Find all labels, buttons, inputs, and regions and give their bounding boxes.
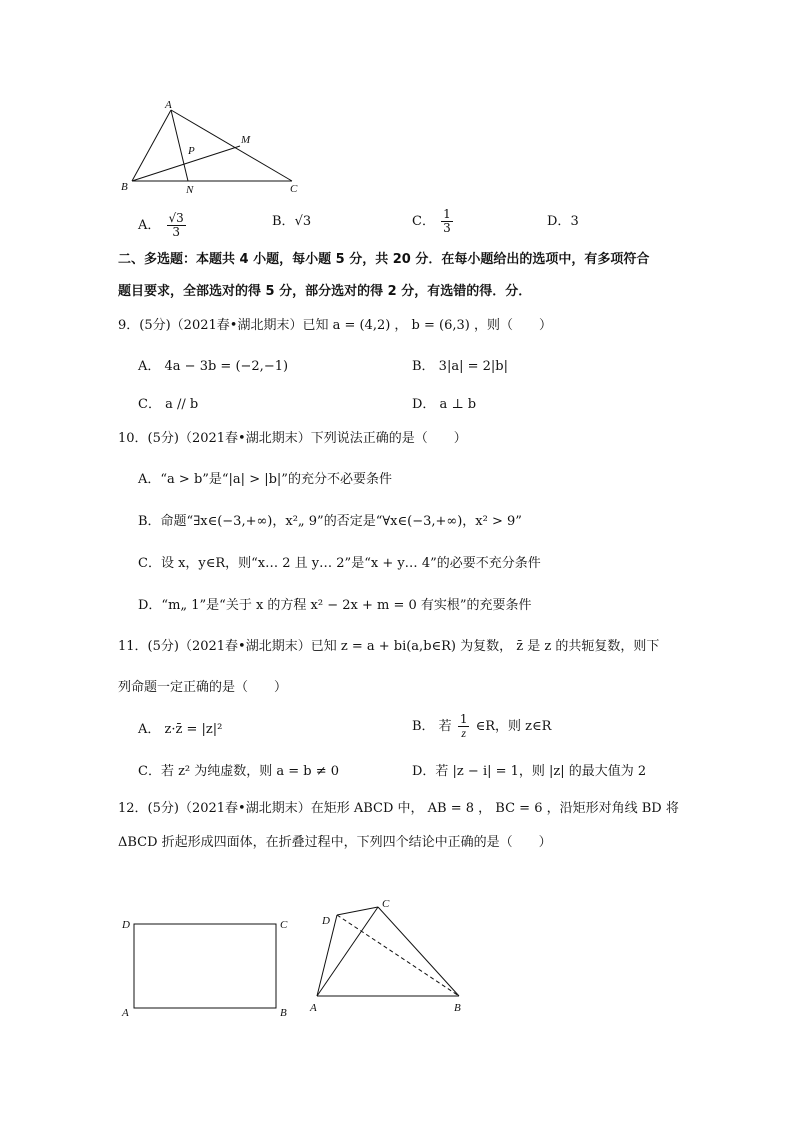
q11-option-d: D．若 |z − i| = 1，则 |z| 的最大值为 2: [412, 764, 647, 779]
tetra-label-c: C: [382, 898, 390, 910]
q8-option-a-denominator: 3: [172, 225, 180, 239]
q8-option-c-label: C．: [412, 214, 435, 229]
tetra-label-b: B: [454, 1002, 461, 1014]
q11-option-b-prefix: B． 若: [412, 719, 452, 734]
q8-option-a-label: A．: [138, 218, 161, 233]
q8-option-c-denominator: 3: [443, 221, 451, 235]
edge-dc: [337, 907, 378, 915]
rect-label-c: C: [280, 919, 288, 931]
q9-stem: 9．(5分)（2021春•湖北期末）已知 a = (4,2) ， b = (6,3) ，则（ ）: [118, 318, 552, 333]
q8-option-c-fraction: [441, 208, 453, 235]
rect-label-b: B: [280, 1007, 287, 1019]
rectangle-abcd: [134, 924, 276, 1008]
q11-stem-line1: 11．(5分)（2021春•湖北期末）已知 z = a + bi(a,b∈R) 为复数， z̄ 是 z 的共轭复数，则下: [118, 639, 660, 654]
q10-option-b: B．命题“∃x∈(−3,+∞)，x²„ 9”的否定是“∀x∈(−3,+∞)，x² > 9”: [138, 514, 522, 529]
q12-stem-line2: ΔBCD 折起形成四面体，在折叠过程中，下列四个结论中正确的是（ ）: [118, 835, 552, 850]
q8-option-a-fraction: [167, 212, 186, 239]
q10-option-d: D．“m„ 1”是“关于 x 的方程 x² − 2x + m = 0 有实根”的充要条件: [138, 598, 532, 613]
q9-option-d: D． a ⊥ b: [412, 397, 477, 412]
tetrahedron-figure: [300, 895, 480, 1020]
q9-option-a: A． 4a − 3b = (−2,−1): [138, 359, 289, 374]
q8-option-c-numerator: 1: [443, 207, 451, 221]
q12-stem-line1: 12．(5分)（2021春•湖北期末）在矩形 ABCD 中， AB = 8 ， BC = 6 ，沿矩形对角线 BD 将: [118, 801, 679, 816]
q11-stem-line2: 列命题一定正确的是（ ）: [118, 680, 288, 695]
triangle-figure: [112, 98, 312, 198]
q9-option-b: B． 3|a| = 2|b|: [412, 359, 508, 374]
edge-db-hidden: [337, 915, 459, 996]
q10-option-a: A．“a > b”是“|a| > |b|”的充分不必要条件: [138, 472, 392, 487]
rect-label-d: D: [122, 919, 130, 931]
edge-da: [317, 915, 337, 996]
label-p: P: [188, 145, 195, 157]
q8-option-a: [138, 212, 188, 239]
label-m: M: [241, 134, 251, 146]
q8-option-d-text: 3: [570, 214, 579, 229]
q11-option-c: C．若 z² 为纯虚数，则 a = b ≠ 0: [138, 764, 340, 779]
label-c: C: [290, 183, 298, 195]
q8-option-d-label: D．: [547, 214, 571, 229]
edge-cb: [378, 907, 459, 996]
section2-line1: 二、多选题：本题共 4 小题，每小题 5 分，共 20 分．在每小题给出的选项中，有多项符合: [118, 252, 650, 267]
q11-option-b-denominator: z: [461, 726, 466, 740]
q11-option-b-fraction: [458, 713, 470, 740]
q10-option-c: C．设 x，y∈R，则“x… 2 且 y… 2”是“x + y… 4”的必要不充分条件: [138, 556, 541, 571]
label-b: B: [121, 181, 128, 193]
q11-option-b-suffix: ∈R，则 z∈R: [475, 719, 552, 734]
q8-option-a-numerator: √3: [168, 211, 184, 225]
q8-option-b: [272, 213, 311, 231]
q11-option-b: [412, 713, 551, 740]
q9-option-c: C． a // b: [138, 397, 199, 412]
label-n: N: [186, 184, 194, 196]
rect-label-a: A: [122, 1007, 129, 1019]
q11-option-a: A． z·z̄ = |z|²: [138, 722, 223, 737]
q8-option-b-text: √3: [294, 214, 312, 229]
rectangle-figure: [116, 912, 296, 1020]
segment-an: [171, 110, 188, 181]
q8-option-c: [412, 208, 455, 235]
q11-option-b-numerator: 1: [459, 712, 468, 726]
label-a: A: [165, 99, 172, 111]
q10-stem: 10．(5分)（2021春•湖北期末）下列说法正确的是（ ）: [118, 431, 467, 446]
q8-option-d: [547, 213, 579, 231]
q8-option-b-label: B．: [272, 214, 295, 229]
tetra-label-d: D: [322, 915, 330, 927]
tetra-label-a: A: [310, 1002, 317, 1014]
section2-line2: 题目要求，全部选对的得 5 分，部分选对的得 2 分，有选错的得．分．: [118, 284, 532, 299]
